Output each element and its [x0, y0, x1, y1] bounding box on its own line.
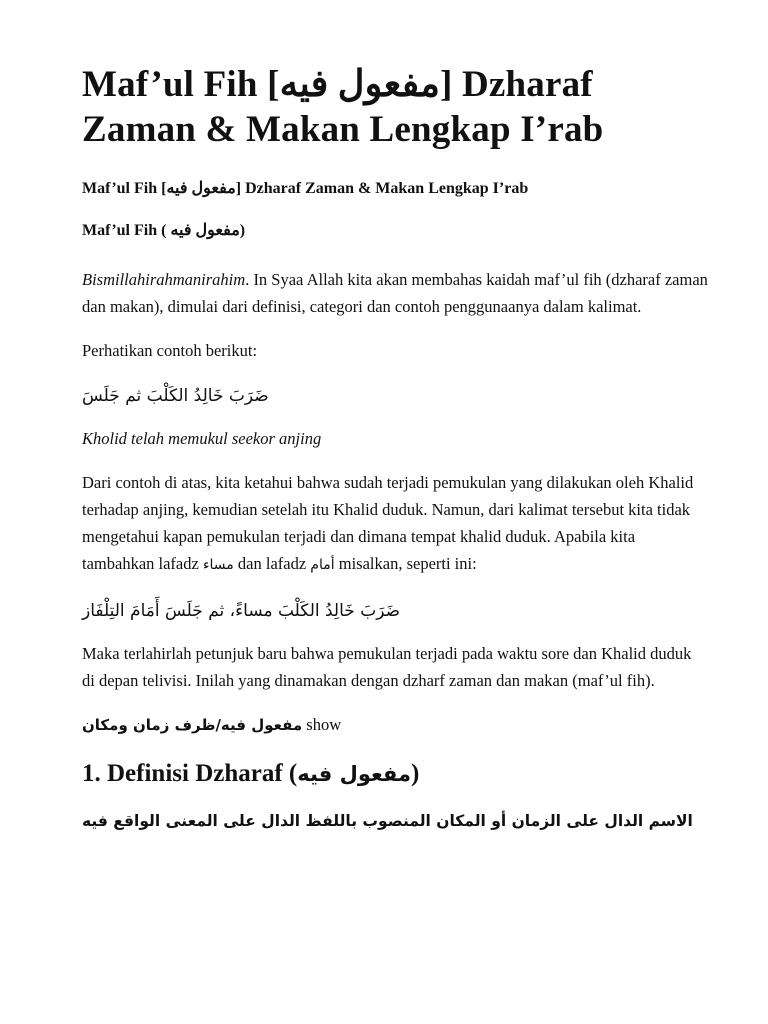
section-1-suffix: ) — [410, 760, 420, 787]
article-title: Maf’ul Fih [مفعول فيه] Dzharaf Zaman & Makan Lengkap I’rab — [82, 64, 604, 150]
intro-paragraph — [82, 266, 708, 320]
intro-rest: . In Syaa Allah kita akan membahas kaidah maf’ul fih (dzharaf zaman dan makan), dimulai dari definisi, categori dan contoh penggunaanya dalam kalimat. — [82, 270, 708, 316]
section-1-prefix: 1. Definisi Dzharaf ( — [82, 760, 298, 787]
arabic-example-2 — [82, 596, 708, 626]
arabic-example-1-text: ضَرَبَ خَالِدُ الكَلْبَ ثم جَلَسَ — [82, 386, 269, 406]
definition-arabic-text: الاسم الدال على الزمان أو المكان المنصوب باللفظ الدال على المعنى الواقع فيه — [82, 812, 693, 830]
arabic-word-masa: مساء — [202, 557, 234, 573]
small-heading: Maf’ul Fih ( مفعول فيه) — [82, 222, 246, 239]
arabic-word-amama: أمام — [310, 557, 335, 573]
explanation-text-a: Dari contoh di atas, kita ketahui bahwa sudah terjadi pemukulan yang dilakukan oleh Khalid terhadap anjing, kemudian setelah itu Khalid duduk. Namun, dari kalimat tersebut kita tidak mengetahui kapan pemukulan terjadi dan dimana tempat khalid duduk. Apabila kita tambahkan lafadz — [82, 473, 694, 573]
intro-italic: Bismillahirahmanirahim — [82, 270, 246, 289]
explanation-text-b: dan lafadz — [233, 554, 311, 573]
translation-1: Kholid telah memukul seekor anjing — [82, 429, 322, 448]
arabic-example-2-text: ضَرَبَ خَالِدُ الكَلْبَ مساءً، ثم جَلَسَ أَمَامَ التِلْفَاز — [82, 601, 401, 621]
section-1-heading — [82, 757, 708, 791]
show-toggle[interactable] — [82, 711, 708, 739]
explanation-text-c: misalkan, seperti ini: — [334, 554, 477, 573]
show-arabic-label: مفعول فيه/ظرف زمان ومكان — [82, 716, 303, 734]
conclusion-paragraph: Maka terlahirlah petunjuk baru bahwa pemukulan terjadi pada waktu sore dan Khalid duduk di depan telivisi. Inilah yang dinamakan dengan dzharf zaman dan makan (maf’ul fih). — [82, 644, 692, 690]
definition-arabic — [82, 807, 708, 835]
section-1-arabic: مفعول فيه — [297, 762, 411, 786]
explanation-paragraph — [82, 469, 708, 579]
show-label[interactable]: show — [302, 715, 342, 734]
arabic-example-1 — [82, 381, 708, 411]
example-intro: Perhatikan contoh berikut: — [82, 341, 258, 360]
article-subtitle: Maf’ul Fih [مفعول فيه] Dzharaf Zaman & Makan Lengkap I’rab — [82, 180, 529, 197]
